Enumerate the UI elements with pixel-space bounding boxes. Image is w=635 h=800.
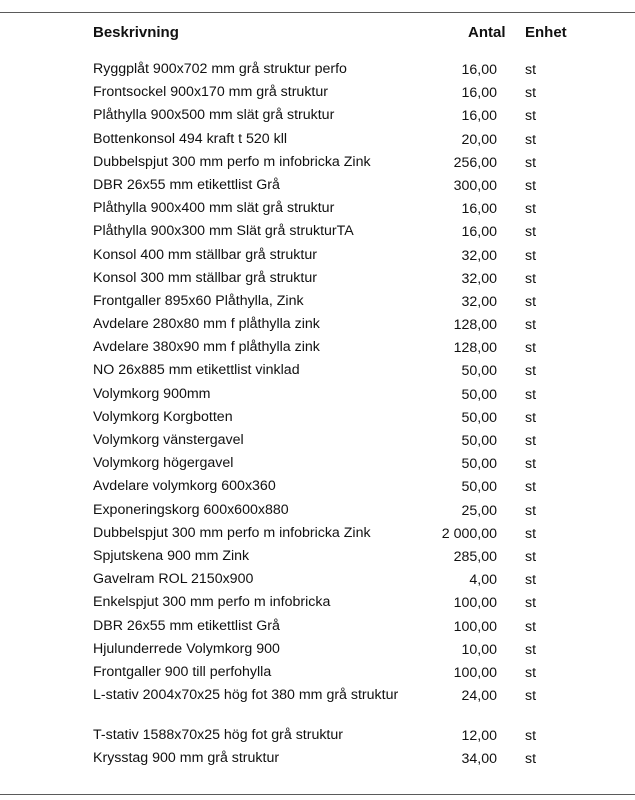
- row-quantity: 25,00: [461, 502, 497, 519]
- row-quantity: 100,00: [453, 618, 497, 635]
- row-quantity: 50,00: [461, 479, 497, 496]
- row-unit: st: [525, 108, 537, 125]
- table-row: [0, 749, 635, 772]
- row-quantity: 24,00: [461, 688, 497, 705]
- row-quantity: 128,00: [453, 317, 497, 334]
- table-row: [0, 593, 635, 616]
- row-unit: st: [525, 688, 537, 705]
- row-description: Hjulunderrede Volymkorg 900: [93, 640, 280, 657]
- table-row: [0, 617, 635, 640]
- row-description: Avdelare volymkorg 600x360: [93, 478, 276, 495]
- row-quantity: 16,00: [461, 224, 497, 241]
- table-row: [0, 83, 635, 106]
- row-description: Frontgaller 900 till perfohylla: [93, 663, 272, 680]
- row-quantity: 4,00: [469, 572, 497, 589]
- row-description: Frontgaller 895x60 Plåthylla, Zink: [93, 292, 304, 309]
- row-unit: st: [525, 85, 537, 102]
- header-unit: Enhet: [525, 24, 567, 41]
- row-description: Plåthylla 900x500 mm slät grå struktur: [93, 107, 335, 124]
- row-description: L-stativ 2004x70x25 hög fot 380 mm grå struktur: [93, 687, 399, 704]
- table-row: [0, 408, 635, 431]
- row-description: Konsol 400 mm ställbar grå struktur: [93, 246, 317, 263]
- table-row: [0, 199, 635, 222]
- table-row: [0, 570, 635, 593]
- row-unit: st: [525, 293, 537, 310]
- header-quantity: Antal: [468, 24, 506, 41]
- table-row: [0, 153, 635, 176]
- row-quantity: 2 000,00: [441, 525, 497, 542]
- table-row: [0, 640, 635, 663]
- row-quantity: 16,00: [461, 85, 497, 102]
- table-row: [0, 246, 635, 269]
- row-description: Dubbelspjut 300 mm perfo m infobricka Zink: [93, 153, 371, 170]
- row-unit: st: [525, 751, 537, 768]
- row-description: Plåthylla 900x300 mm Slät grå strukturTA: [93, 223, 354, 240]
- row-quantity: 50,00: [461, 386, 497, 403]
- table-row: [0, 686, 635, 726]
- row-quantity: 20,00: [461, 131, 497, 148]
- table-row: [0, 292, 635, 315]
- row-quantity: 16,00: [461, 108, 497, 125]
- row-unit: st: [525, 548, 537, 565]
- row-description: Gavelram ROL 2150x900: [93, 571, 254, 588]
- row-unit: st: [525, 641, 537, 658]
- row-unit: st: [525, 177, 537, 194]
- table-row: [0, 726, 635, 749]
- row-quantity: 34,00: [461, 751, 497, 768]
- row-quantity: 128,00: [453, 340, 497, 357]
- row-quantity: 32,00: [461, 247, 497, 264]
- row-unit: st: [525, 154, 537, 171]
- row-description: Bottenkonsol 494 kraft t 520 kll: [93, 130, 288, 147]
- table-bottom-rule: [0, 794, 635, 795]
- row-description: T-stativ 1588x70x25 hög fot grå struktur: [93, 727, 343, 744]
- table-row: [0, 547, 635, 570]
- row-description: Volymkorg 900mm: [93, 385, 211, 402]
- row-unit: st: [525, 201, 537, 218]
- row-description: Exponeringskorg 600x600x880: [93, 501, 289, 518]
- row-description: Volymkorg vänstergavel: [93, 432, 244, 448]
- row-unit: st: [525, 595, 537, 612]
- row-quantity: 300,00: [453, 177, 497, 194]
- row-quantity: 256,00: [453, 154, 497, 171]
- row-unit: st: [525, 317, 537, 334]
- table-row: [0, 315, 635, 338]
- row-unit: st: [525, 340, 537, 357]
- row-quantity: 50,00: [461, 409, 497, 426]
- row-quantity: 12,00: [461, 728, 497, 745]
- row-description: Volymkorg högergavel: [93, 455, 234, 472]
- table-row: [0, 269, 635, 292]
- row-unit: st: [525, 270, 537, 287]
- row-unit: st: [525, 456, 537, 473]
- table-row: [0, 454, 635, 477]
- row-unit: st: [525, 479, 537, 496]
- row-quantity: 32,00: [461, 270, 497, 287]
- row-description: Volymkorg Korgbotten: [93, 408, 233, 425]
- row-unit: st: [525, 386, 537, 403]
- row-unit: st: [525, 409, 537, 426]
- row-description: Plåthylla 900x400 mm slät grå struktur: [93, 200, 335, 217]
- row-description: Ryggplåt 900x702 mm grå struktur perfo: [93, 61, 347, 77]
- table-row: [0, 501, 635, 524]
- row-unit: st: [525, 247, 537, 264]
- row-quantity: 50,00: [461, 363, 497, 380]
- row-quantity: 285,00: [453, 548, 497, 565]
- row-quantity: 16,00: [461, 201, 497, 218]
- row-description: Dubbelspjut 300 mm perfo m infobricka Zink: [93, 524, 371, 541]
- table-row: [0, 130, 635, 153]
- table-row: [0, 663, 635, 686]
- row-quantity: 50,00: [461, 456, 497, 473]
- row-description: Enkelspjut 300 mm perfo m infobricka: [93, 594, 331, 611]
- row-description: NO 26x885 mm etikettlist vinklad: [93, 362, 300, 379]
- table-row: [0, 385, 635, 408]
- table-row: [0, 222, 635, 245]
- row-unit: st: [525, 224, 537, 241]
- row-description: Avdelare 380x90 mm f plåthylla zink: [93, 339, 320, 356]
- row-unit: st: [525, 131, 537, 148]
- row-quantity: 16,00: [461, 62, 497, 78]
- table-row: [0, 106, 635, 129]
- row-description: DBR 26x55 mm etikettlist Grå: [93, 176, 280, 193]
- row-quantity: 100,00: [453, 664, 497, 681]
- row-unit: st: [525, 728, 537, 745]
- header-description: Beskrivning: [93, 24, 179, 41]
- row-unit: st: [525, 433, 537, 449]
- row-unit: st: [525, 572, 537, 589]
- row-quantity: 50,00: [461, 433, 497, 449]
- table-row: [0, 338, 635, 361]
- row-unit: st: [525, 62, 537, 78]
- row-quantity: 100,00: [453, 595, 497, 612]
- row-unit: st: [525, 363, 537, 380]
- table-top-rule: [0, 12, 635, 13]
- row-description: Spjutskena 900 mm Zink: [93, 547, 250, 564]
- table-row: [0, 176, 635, 199]
- table-row: [0, 361, 635, 384]
- row-unit: st: [525, 502, 537, 519]
- row-unit: st: [525, 618, 537, 635]
- row-description: Konsol 300 mm ställbar grå struktur: [93, 269, 317, 286]
- table-body: [0, 60, 635, 772]
- row-description: Frontsockel 900x170 mm grå struktur: [93, 84, 328, 101]
- row-quantity: 10,00: [461, 641, 497, 658]
- row-unit: st: [525, 664, 537, 681]
- row-description: DBR 26x55 mm etikettlist Grå: [93, 617, 280, 634]
- row-quantity: 32,00: [461, 293, 497, 310]
- table-row: [0, 60, 635, 83]
- table-row: [0, 431, 635, 454]
- row-description: Krysstag 900 mm grå struktur: [93, 750, 280, 767]
- row-unit: st: [525, 525, 537, 542]
- table-row: [0, 524, 635, 547]
- table-row: [0, 477, 635, 500]
- row-description: Avdelare 280x80 mm f plåthylla zink: [93, 316, 320, 333]
